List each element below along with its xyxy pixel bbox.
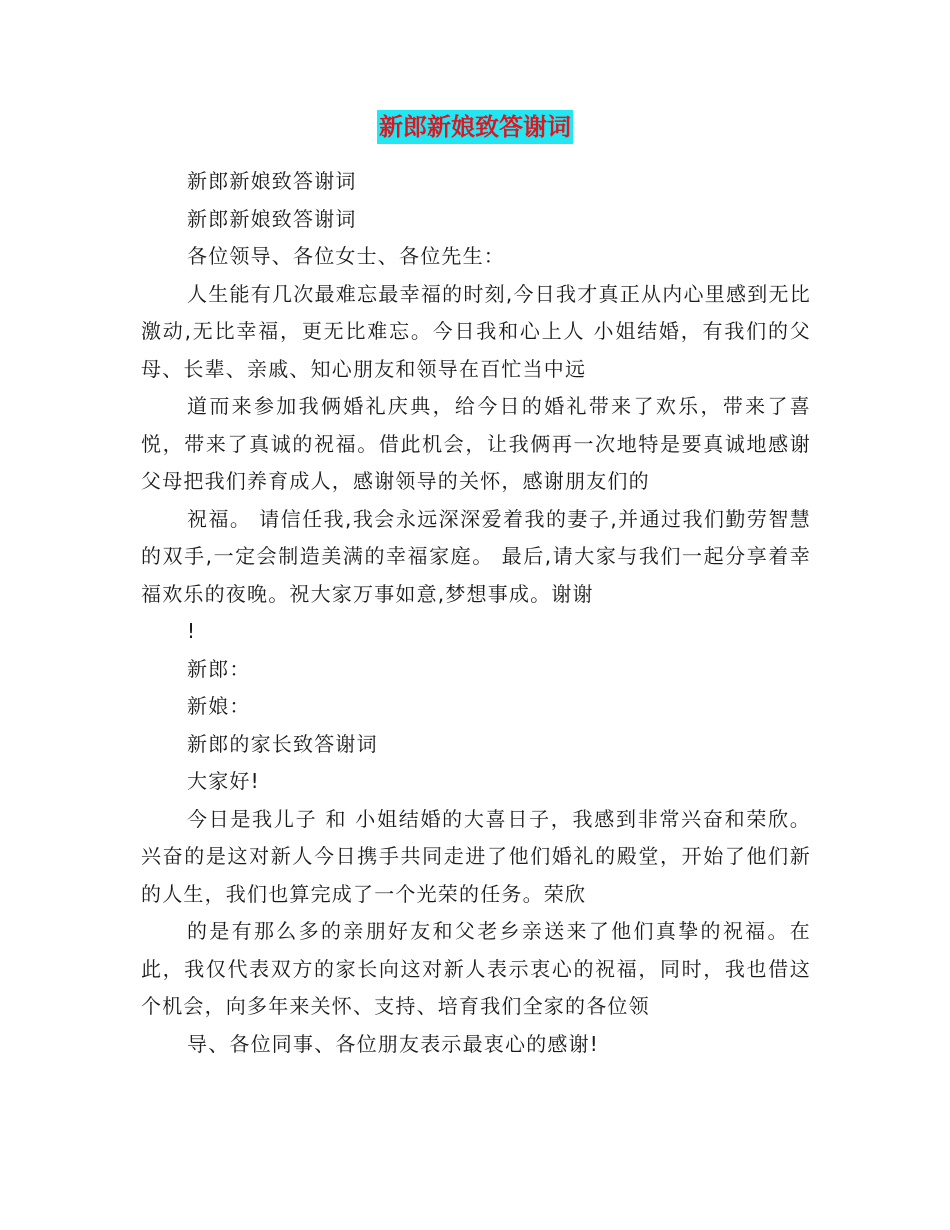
paragraph: 新郎： <box>187 656 251 681</box>
paragraph: 道而来参加我俩婚礼庆典，给今日的婚礼带来了欢乐，带来了喜悦，带来了真诚的祝福。借此机会，让我俩再一次地特是要真诚地感谢父母把我们养育成人，感谢领导的关怀，感谢朋友们的 <box>141 394 811 493</box>
paragraph: 各位领导、各位女士、各位先生： <box>187 244 505 268</box>
paragraph: 新郎新娘致答谢词 <box>187 169 357 193</box>
paragraph: 今日是我儿子 和 小姐结婚的大喜日子，我感到非常兴奋和荣欣。兴奋的是这对新人今日携手共同走进了他们婚礼的殿堂，开始了他们新的人生，我们也算完成了一个光荣的任务。荣欣 <box>141 806 811 906</box>
title-container <box>0 110 950 144</box>
document-title: 新郎新娘致答谢词 <box>377 110 573 144</box>
paragraph: 新娘： <box>187 694 251 718</box>
document-body <box>141 163 811 1063</box>
paragraph: 人生能有几次最难忘最幸福的时刻,今日我才真正从内心里感到无比激动,无比幸福，更无比难忘。今日我和心上人 小姐结婚，有我们的父母、长辈、亲戚、知心朋友和领导在百忙当中远 <box>141 281 811 381</box>
paragraph: ! <box>187 619 197 643</box>
paragraph: 的是有那么多的亲朋好友和父老乡亲送来了他们真挚的祝福。在此，我仅代表双方的家长向这对新人表示衷心的祝福，同时，我也借这个机会，向多年来关怀、支持、培育我们全家的各位领 <box>141 919 811 1018</box>
paragraph: 新郎新娘致答谢词 <box>187 206 357 231</box>
paragraph: 新郎的家长致答谢词 <box>187 731 378 756</box>
paragraph: 导、各位同事、各位朋友表示最衷心的感谢! <box>187 1031 600 1056</box>
paragraph: 大家好! <box>187 769 260 793</box>
paragraph: 祝福。 请信任我,我会永远深深爱着我的妻子,并通过我们勤劳智慧的双手,一定会制造美满的幸福家庭。 最后,请大家与我们一起分享着幸福欢乐的夜晚。祝大家万事如意,梦想事成。谢谢 <box>141 506 811 606</box>
